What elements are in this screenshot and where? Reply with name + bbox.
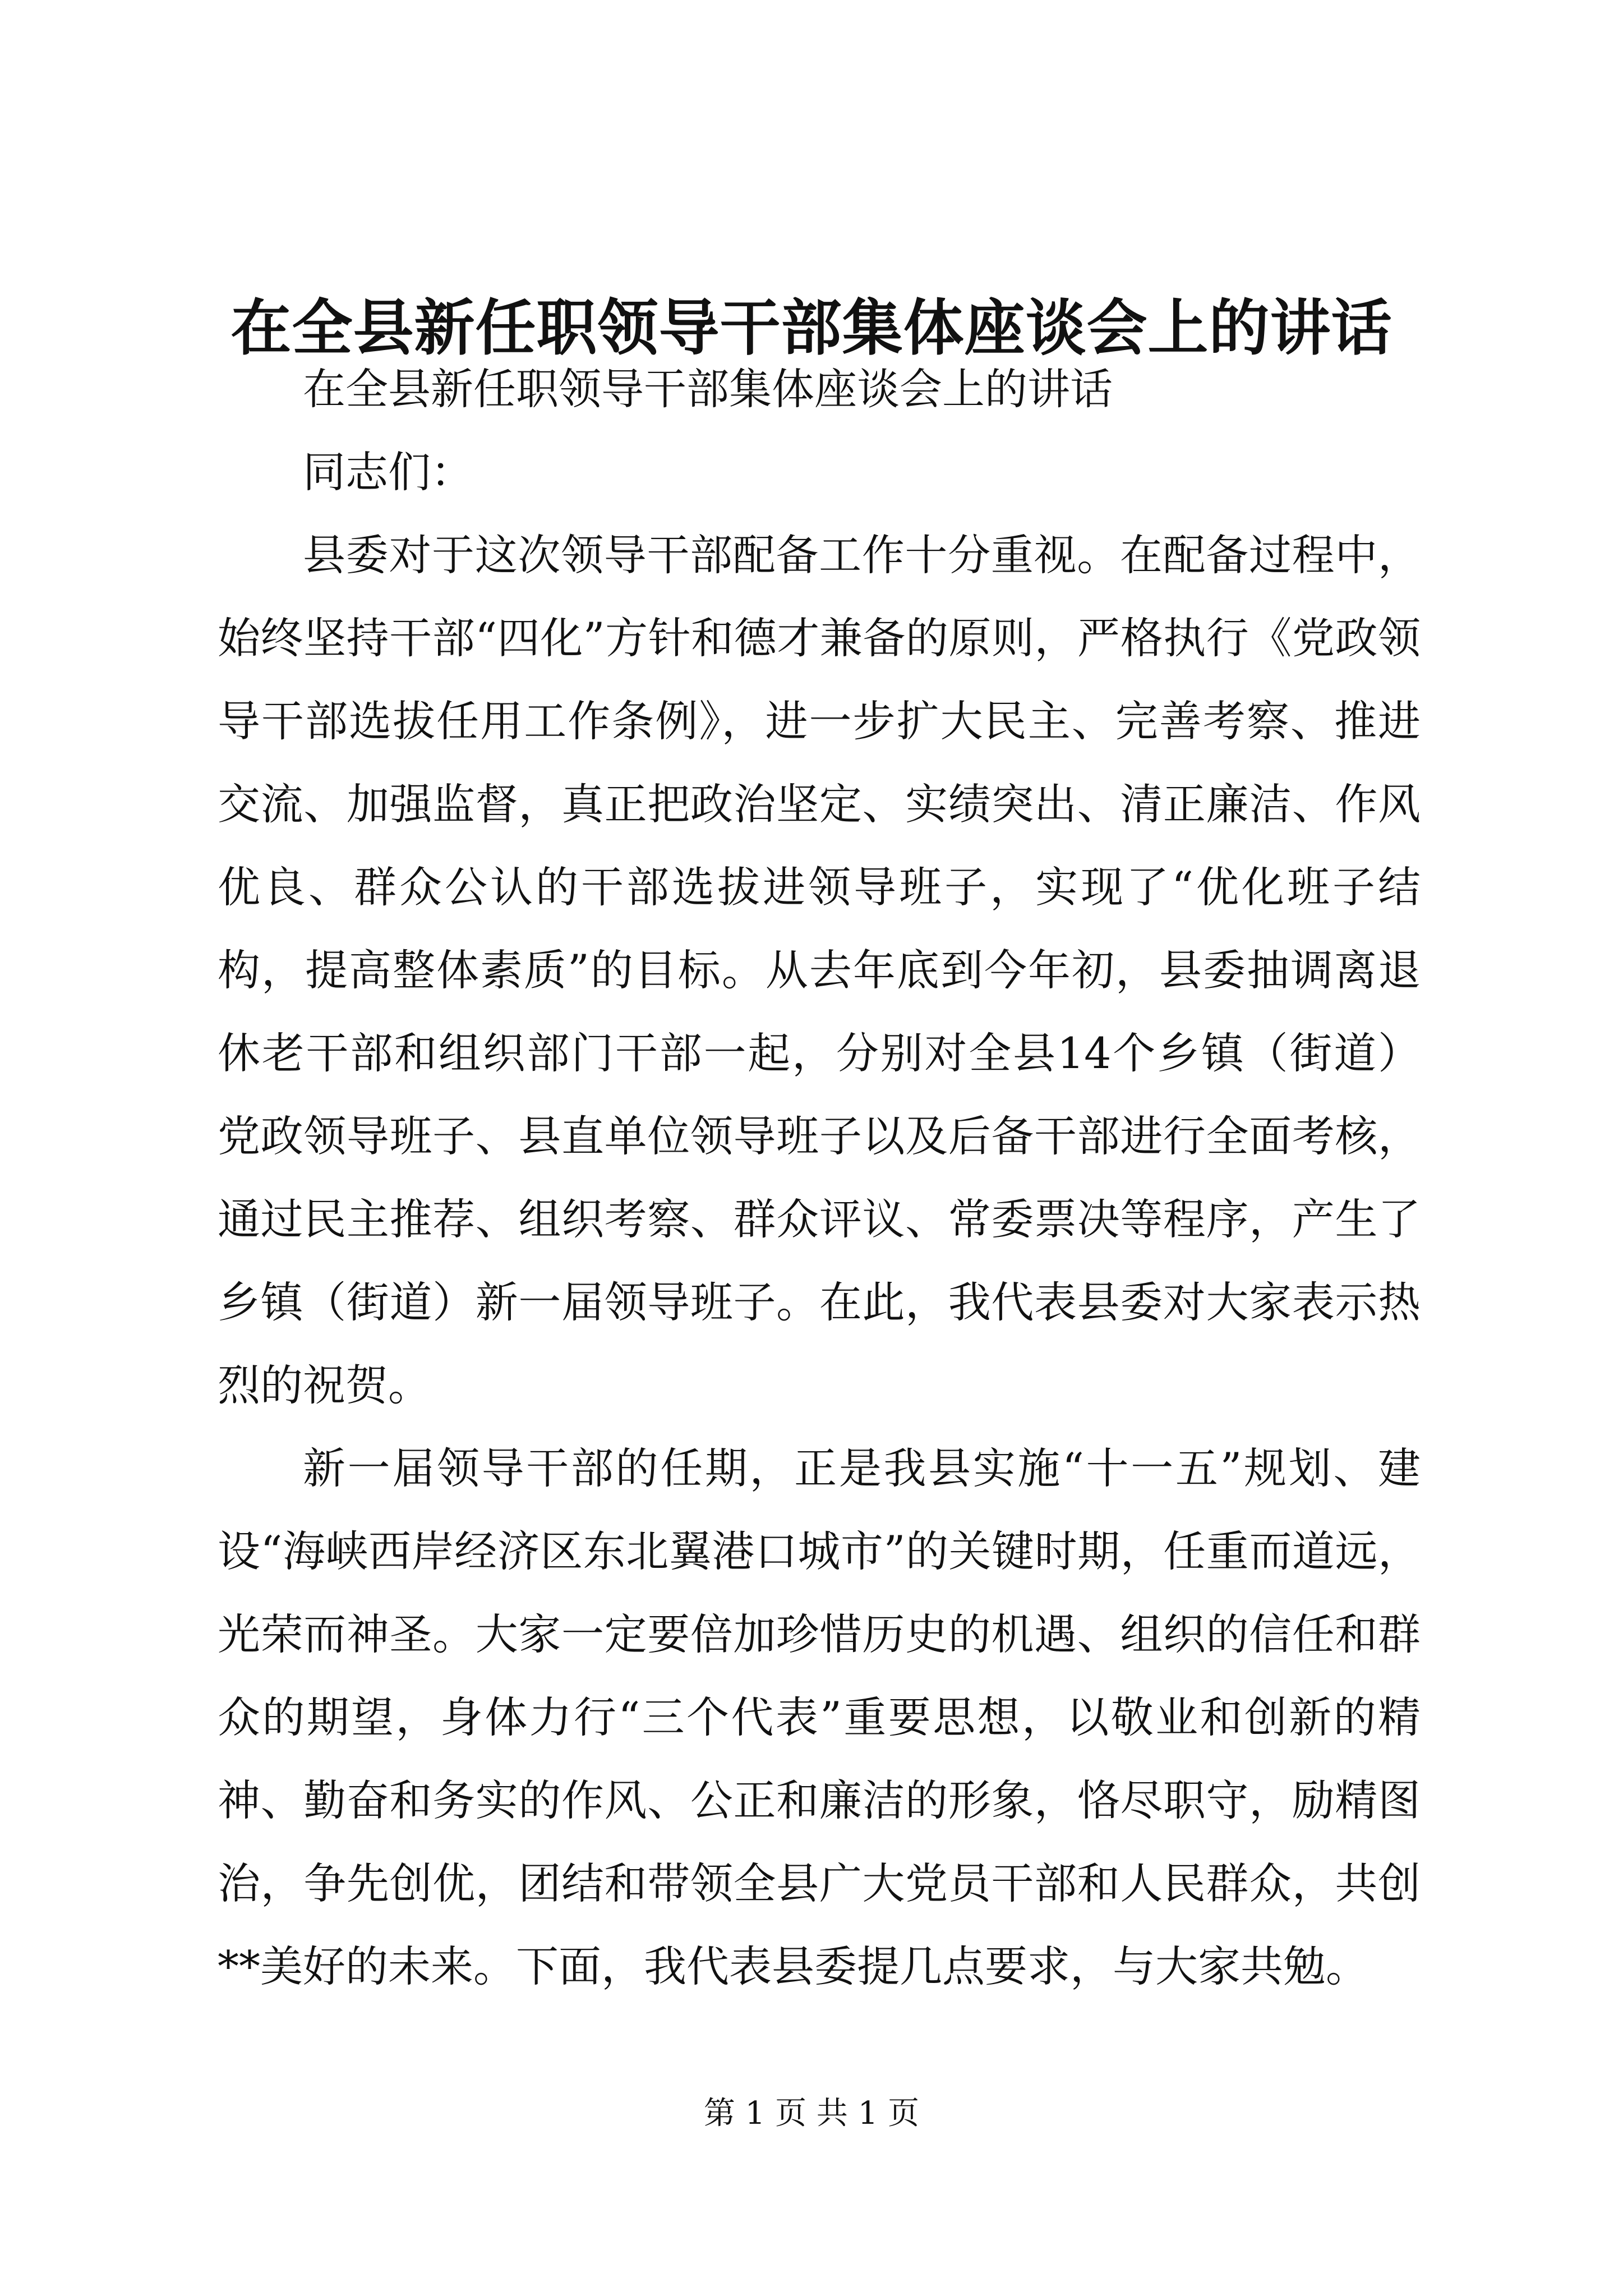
subtitle-line: 在全县新任职领导干部集体座谈会上的讲话 [303,364,1113,414]
paragraph-1: 县委对于这次领导干部配备工作十分重视。在配备过程中，始终坚持干部“四化”方针和德才兼备的原则，严格执行《党政领导干部选拔任用工作条例》，进一步扩大民主、完善考察、推进交流、加强监督，真正把政治坚定、实绩突出、清正廉洁、作风优良、群众公认的干部选拔进领导班子，实现了“优化班子结构，提高整体素质”的目标。从去年底到今年初，县委抽调离退休老干部和组织部门干部一起，分别对全县14个乡镇（街道）党政领导班子、县直单位领导班子以及后备干部进行全面考核，通过民主推荐、组织考察、群众评议、常委票决等程序，产生了乡镇（街道）新一届领导班子。在此，我代表县委对大家表示热烈的祝贺。 [218,530,1421,1410]
document-body [218,348,1421,2008]
salutation: 同志们： [303,447,473,497]
page-number-footer: 第 1 页 共 1 页 [703,2095,920,2132]
paragraph-2: 新一届领导干部的任期，正是我县实施“十一五”规划、建设“海峡西岸经济区东北翼港口城市”的关键时期，任重而道远，光荣而神圣。大家一定要倍加珍惜历史的机遇、组织的信任和群众的期望，身体力行“三个代表”重要思想，以敬业和创新的精神、勤奋和务实的作风、公正和廉洁的形象，恪尽职守，励精图治，争先创优，团结和带领全县广大党员干部和人民群众，共创**美好的未来。下面，我代表县委提几点要求，与大家共勉。 [218,1443,1421,1991]
document-title: 在全县新任职领导干部集体座谈会上的讲话 [230,293,1393,364]
